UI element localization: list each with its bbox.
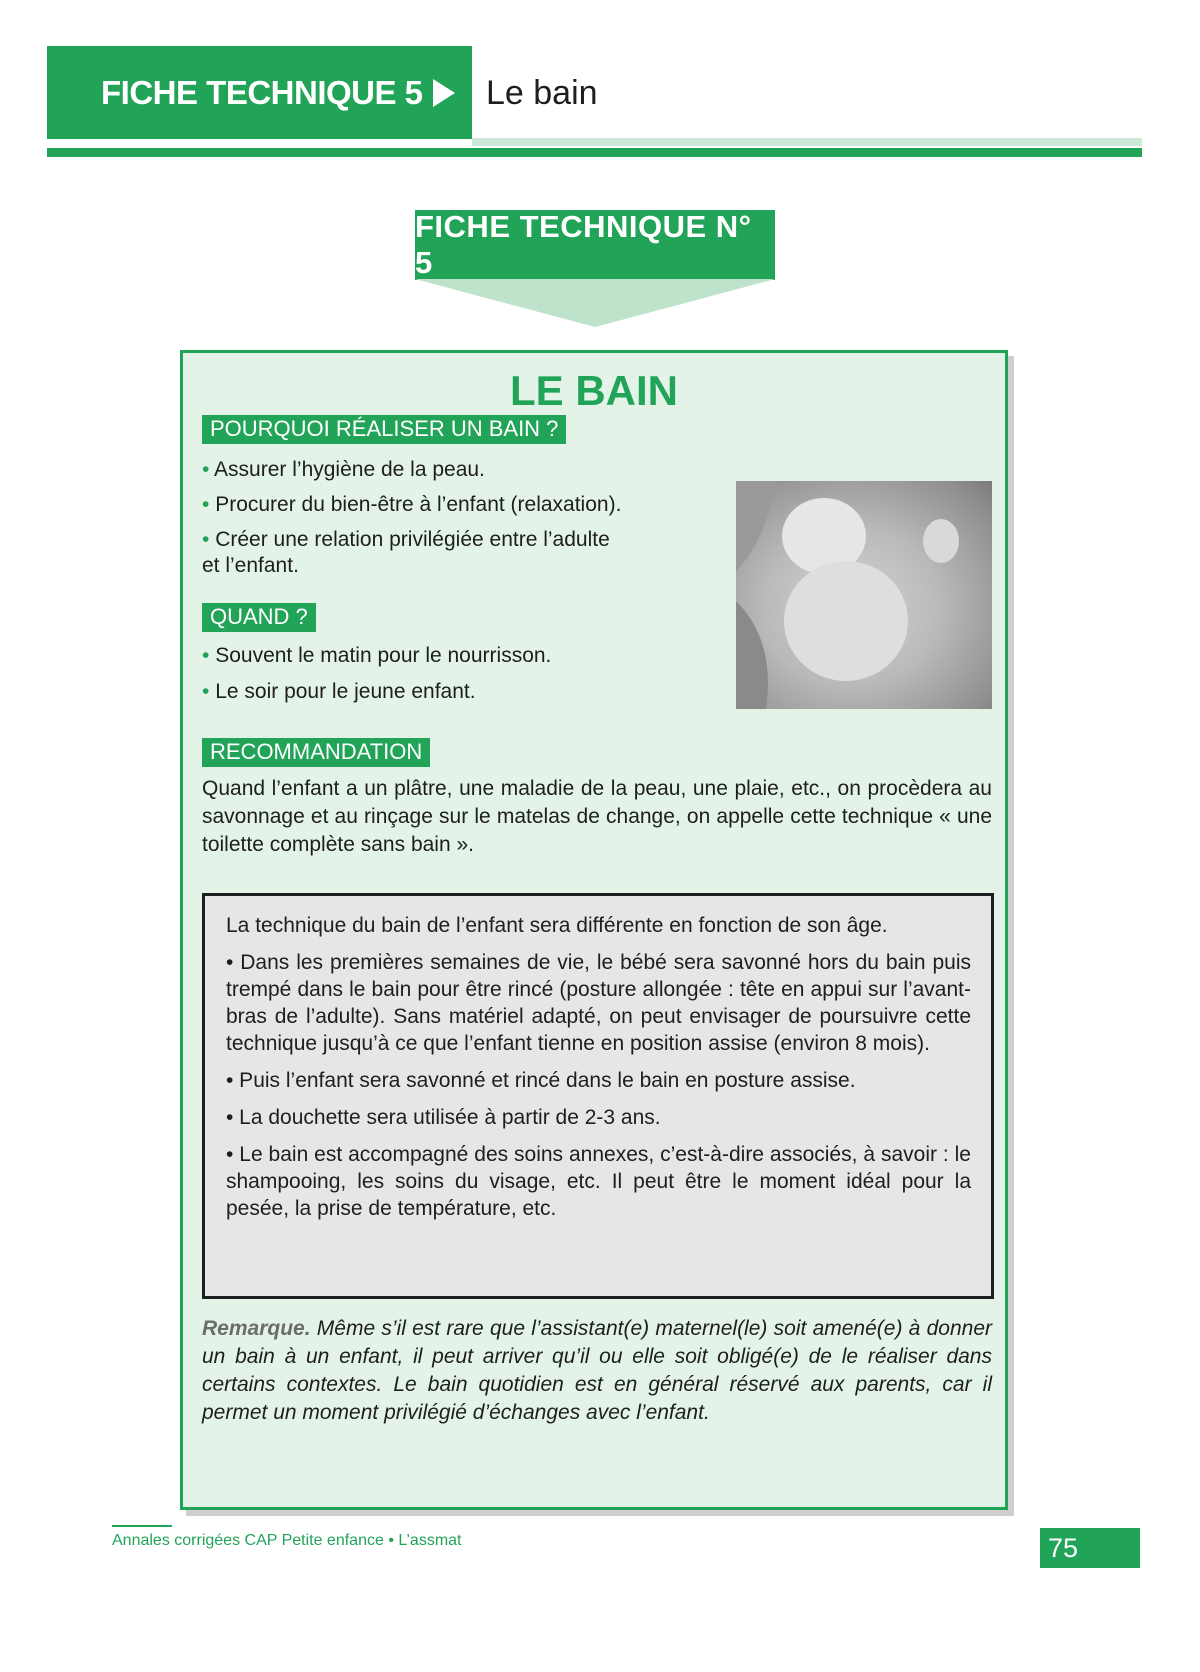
remark-label: Remarque.: [202, 1317, 311, 1340]
bullet-dot-icon: •: [202, 458, 210, 481]
footer-rule: [112, 1525, 172, 1527]
list-item: • Procurer du bien-être à l’enfant (relaxation).: [202, 493, 622, 516]
fiche-banner-label: FICHE TECHNIQUE N° 5: [415, 209, 752, 280]
baby-photo-illustration: [736, 481, 992, 709]
header-subtitle: Le bain: [486, 74, 598, 112]
fiche-card: [180, 350, 1008, 1510]
bullet-dot-icon: •: [202, 644, 210, 667]
footer-text: Annales corrigées CAP Petite enfance • L’assmat: [112, 1532, 462, 1549]
header-rule-light: [472, 138, 1142, 146]
remark-text: Même s’il est rare que l’assistant(e) maternel(le) soit amené(e) à donner un bain à un enfant, il peut arriver qu’il ou elle soit obligé(e) de le réaliser dans certains contextes. Le bain quotidien est en général réservé aux parents, car il permet un moment privilégié d’échanges avec l’enfant.: [202, 1317, 992, 1424]
header-rule: [47, 148, 1142, 157]
page-number: 75: [1040, 1528, 1140, 1568]
header-title: FICHE TECHNIQUE 5: [101, 73, 423, 111]
banner-arrow-icon: [415, 279, 775, 327]
bullet-dot-icon: •: [202, 493, 210, 516]
baby-bath-photo: [736, 481, 992, 709]
bullet-dot-icon: •: [202, 528, 210, 551]
bullet-dot-icon: •: [202, 680, 210, 703]
technique-paragraph: • Dans les premières semaines de vie, le bébé sera savonné hors du bain puis trempé dans le bain pour être rincé (posture allongée : tête en appui sur l’avant-bras de l’adulte). Sans matériel adapté, on peut envisager de poursuivre cette technique jusqu’à ce que l’enfant tienne en position assise (environ 8 mois).: [226, 951, 971, 1055]
card-title: LE BAIN: [510, 367, 678, 414]
technique-paragraph: • La douchette sera utilisée à partir de 2-3 ans.: [226, 1106, 661, 1129]
play-arrow-icon: [433, 79, 455, 107]
technique-box: [202, 893, 994, 1299]
section-label-why: POURQUOI RÉALISER UN BAIN ?: [202, 415, 566, 444]
technique-paragraph: • Puis l’enfant sera savonné et rincé dans le bain en posture assise.: [226, 1069, 856, 1092]
list-item: • Souvent le matin pour le nourrisson.: [202, 644, 552, 667]
recommendation-text: Quand l’enfant a un plâtre, une maladie de la peau, une plaie, etc., on procèdera au savonnage et au rinçage sur le matelas de change, on appelle cette technique « une toilette complète sans bain ».: [202, 777, 992, 856]
list-item: • Le soir pour le jeune enfant.: [202, 680, 476, 703]
section-label-when: QUAND ?: [202, 603, 316, 632]
technique-paragraph: La technique du bain de l’enfant sera différente en fonction de son âge.: [226, 914, 888, 937]
section-label-recommendation: RECOMMANDATION: [202, 738, 430, 767]
remark: [202, 1315, 992, 1427]
list-item: • Créer une relation privilégiée entre l’adulte: [202, 528, 610, 551]
list-item: • Assurer l’hygiène de la peau.: [202, 458, 485, 481]
fiche-banner: [415, 210, 775, 280]
technique-paragraph: • Le bain est accompagné des soins annexes, c’est-à-dire associés, à savoir : le shampooing, les soins du visage, etc. Il peut être le moment idéal pour la pesée, la prise de température, etc.: [226, 1143, 971, 1220]
header-box: [47, 46, 472, 139]
list-item-continuation: et l’enfant.: [202, 554, 299, 577]
